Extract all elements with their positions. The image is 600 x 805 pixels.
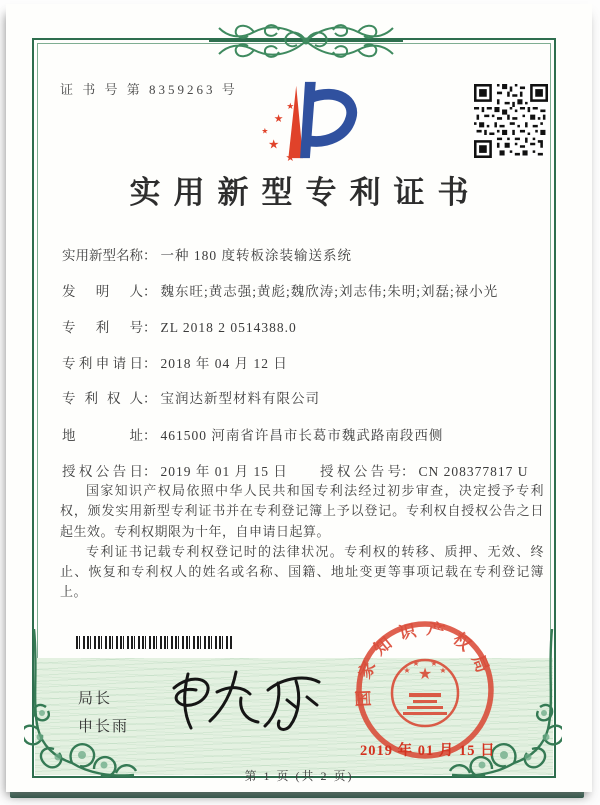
svg-text:★: ★ [273,111,284,125]
field-row-address [62,424,546,444]
field-label: 发明人 [62,284,143,299]
field-row-patentee [62,387,546,407]
seal-ring-text: 国家知识产权局 [353,619,496,708]
colon: ： [143,391,157,406]
field-value: 魏东旺;黄志强;黄彪;魏欣涛;刘志伟;朱明;刘磊;禄小光 [160,284,499,299]
field-row-name [62,244,546,264]
field-value: 2019 年 01 月 15 日 [160,464,288,479]
barcode-icon [76,636,232,649]
svg-text:★: ★ [285,151,296,164]
colon: ： [143,248,157,263]
certificate-title: 实用新型专利证书 [129,175,482,210]
field-value: ZL 2018 2 0514388.0 [160,320,297,335]
field-row-inventors [62,280,546,300]
signatory-block [78,685,129,741]
cnipa-logo-icon [246,76,364,164]
field-value: 461500 河南省许昌市长葛市魏武路南段西侧 [160,428,444,443]
director-title: 局长 [78,691,113,707]
field-label: 专利申请日 [62,356,143,371]
svg-text:★: ★ [403,666,411,675]
certificate-sheet [6,4,592,792]
colon: ： [143,320,157,335]
field-label: 专利权人 [62,391,143,406]
svg-text:★: ★ [417,664,433,683]
field-value: 一种 180 度转板涂装输送系统 [160,248,352,263]
seal-date: 2019 年 01 月 15 日 [360,743,496,759]
svg-text:★: ★ [286,102,295,113]
svg-text:★: ★ [439,666,447,675]
colon: ： [143,284,157,299]
floral-ornament-icon [209,18,403,64]
field-label: 实用新型名称 [62,248,143,263]
legal-text [60,481,544,603]
field-label: 授权公告号 [320,464,401,479]
colon: ： [143,464,157,479]
director-signature [156,654,336,749]
field-row-filing-date [62,352,546,372]
field-value: CN 208377817 U [418,464,529,479]
field-grant-number [320,460,529,480]
colon: ： [143,428,157,443]
field-row-grant [62,460,546,480]
svg-text:★: ★ [412,659,420,668]
certificate-number: 证 书 号 第 8359263 号 [60,82,238,97]
legal-paragraph-2: 专利证书记载专利权登记时的法律状况。专利权的转移、质押、无效、终止、恢复和专利权人的姓名或名称、国籍、地址变更等事项记载在专利登记簿上。 [60,543,544,600]
colon: ： [143,356,157,371]
svg-text:★: ★ [268,136,280,152]
legal-paragraph-1: 国家知识产权局依照中华人民共和国专利法经过初步审查，决定授予专利权，颁发实用新型专利证书并在专利登记簿上予以登记。专利权自授权公告之日起生效。专利权期限为十年，自申请日起算。 [60,483,544,539]
field-row-patent-number [62,316,546,336]
field-label: 地址 [62,428,143,443]
svg-text:★: ★ [430,659,438,668]
field-label: 授权公告日 [62,464,143,479]
field-value: 宝润达新型材料有限公司 [160,391,320,406]
field-value: 2018 年 04 月 12 日 [160,356,288,371]
svg-text:★: ★ [261,126,269,136]
field-label: 专利号 [62,320,143,335]
colon: ： [401,464,415,479]
page-number: 第 1 页 (共 2 页) [244,769,354,783]
director-name: 申长雨 [78,719,130,735]
qr-code-icon [474,84,548,158]
